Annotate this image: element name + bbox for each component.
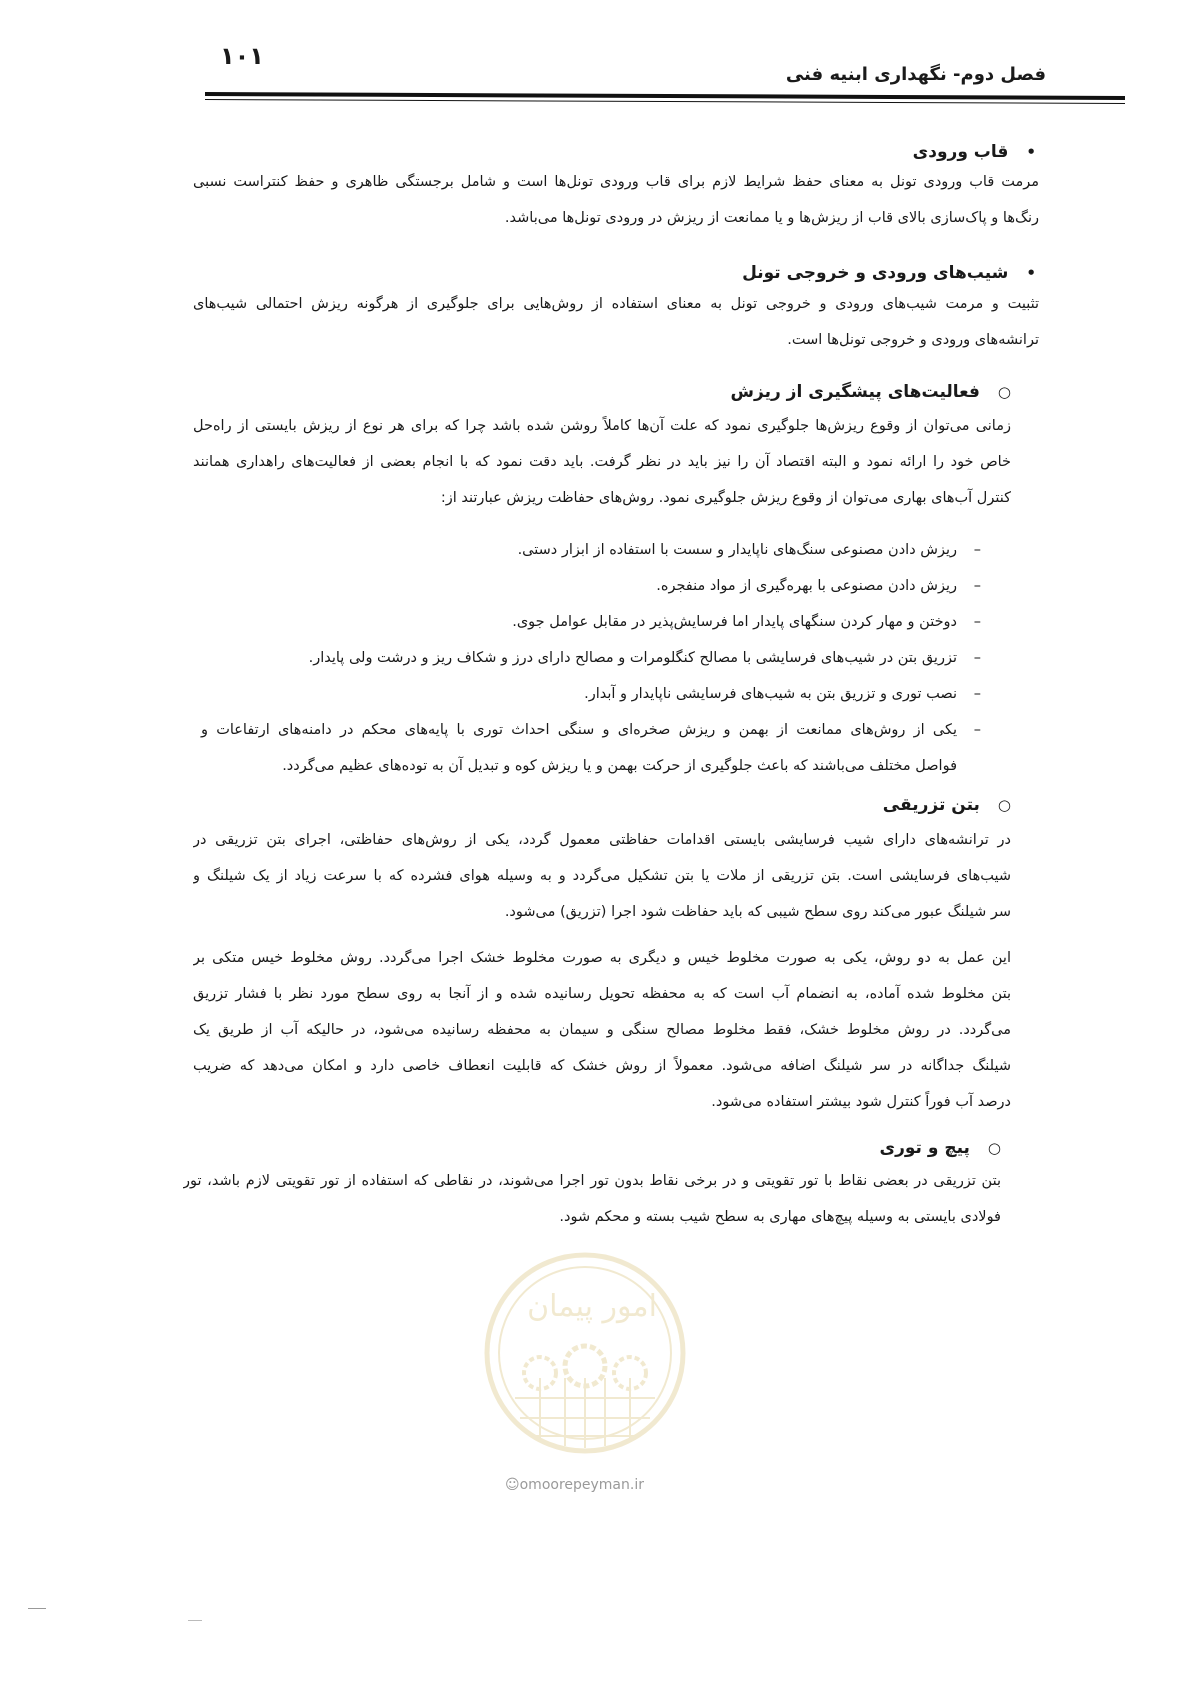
text-line: کنترل آب‌های بهاری می‌توان از وقوع ریزش جلوگیری نمود. روش‌های حفاظت ریزش عبارتند از: [440, 490, 1011, 506]
text-line: می‌گردد. در روش مخلوط خشک، فقط مخلوط مصالح سنگی و سیمان به محفظه رسانیده می‌شود، در حالیکه آب از طریق یک [193, 1022, 1011, 1038]
dash-marker: – [973, 650, 981, 666]
text-line: شیلنگ جداگانه در سر شیلنگ اضافه می‌شود. معمولاً از روش خشک که قابلیت انعطاف خاصی دارد و امکان می‌دهد که ضریب [193, 1058, 1011, 1074]
heading-text: بتن تزریقی [882, 795, 980, 815]
text-line: سر شیلنگ عبور می‌کند روی سطح شیبی که باید حفاظت شود اجرا (تزریق) می‌شود. [504, 904, 1011, 920]
list-item: – ریزش دادن مصنوعی سنگ‌های ناپایدار و سست با استفاده از ابزار دستی. [201, 532, 981, 568]
text-line: خاص خود را ارائه نمود و البته اقتصاد آن را نیز باید در نظر گرفت. باید دقت نمود که با انجام بعضی از فعالیت‌های راهداری همانند [193, 454, 1011, 470]
dash-marker: – [973, 722, 981, 738]
text-line: رنگ‌ها و پاک‌سازی بالای قاب از ریزش‌ها و یا ممانعت از ریزش در ورودی تونل‌ها می‌باشد. [504, 210, 1039, 226]
heading-text: قاب ورودی [912, 142, 1009, 162]
paragraph [193, 408, 1011, 516]
dash-marker: – [973, 614, 981, 630]
text-line: درصد آب فوراً کنترل شود بیشتر استفاده می‌شود. [711, 1094, 1011, 1110]
text-line: ترانشه‌های ورودی و خروجی تونل‌ها است. [787, 332, 1039, 348]
text-line: بتن مخلوط شده آماده، به انضمام آب است که به محفظه تحویل رسانیده شده و از آنجا به روی سطح مورد نظر با فشار تزریق [193, 986, 1011, 1002]
page-number: ۱۰۱ [220, 42, 264, 70]
watermark-url: ☺omoorepeyman.ir [505, 1477, 644, 1493]
text-line: فولادی بایستی به وسیله پیچ‌های مهاری به سطح شیب بسته و محکم شود. [559, 1209, 1001, 1225]
text-line: زمانی می‌توان از وقوع ریزش‌ها جلوگیری نمود که علت آن‌ها کاملاً روشن شده باشد چرا که برای هر نوع از ریزش بایستی از راه‌حل [193, 418, 1011, 434]
dash-marker: – [973, 578, 981, 594]
scan-artifact [188, 1620, 202, 1621]
section-heading [883, 795, 1011, 815]
section-heading [742, 263, 1036, 283]
watermark-logo [480, 1248, 690, 1458]
list-item [201, 712, 981, 784]
text-line: تثبیت و مرمت شیب‌های ورودی و خروجی تونل به معنای استفاده از روش‌هایی برای جلوگیری از هرگونه ریزش احتمالی شیب‌های [193, 296, 1039, 312]
text-line: شیب‌های فرسایشی است. بتن تزریقی از ملات یا بتن تشکیل می‌گردد و به وسیله هوای فشرده که با سرعت زیاد از یک شیلنگ و [193, 868, 1011, 884]
chapter-title: فصل دوم- نگهداری ابنیه فنی [785, 64, 1046, 85]
list-item: – دوختن و مهار کردن سنگهای پایدار اما فرسایش‌پذیر در مقابل عوامل جوی. [201, 604, 981, 640]
bullet-marker: • [1026, 143, 1036, 161]
text-line: مرمت قاب ورودی تونل به معنای حفظ شرایط لازم برای قاب ورودی تونل‌ها است و شامل برجستگی ظاهری و حفظ کنتراست نسبی [193, 174, 1039, 190]
watermark-logo-text: امور پیمان [527, 1289, 657, 1324]
text-line: این عمل به دو روش، یکی به صورت مخلوط خیس و دیگری به صورت مخلوط خشک اجرا می‌گردد. روش مخلوط خیس متکی بر [193, 950, 1011, 966]
section-heading [880, 1138, 1001, 1158]
paragraph [193, 164, 1039, 236]
heading-text: شیب‌های ورودی و خروجی تونل [742, 263, 1009, 283]
text-line: بتن تزریقی در بعضی نقاط با تور تقویتی و در برخی نقاط بدون تور اجرا می‌شوند، در نقاطی که استفاده از تور تقویتی لازم باشد، تور [183, 1173, 1001, 1189]
list-item: – نصب توری و تزریق بتن به شیب‌های فرسایشی ناپایدار و آبدار. [201, 676, 981, 712]
scan-artifact [28, 1608, 46, 1609]
section-heading [913, 142, 1036, 162]
dash-marker: – [973, 686, 981, 702]
heading-text: پیچ و توری [879, 1138, 970, 1158]
heading-text: فعالیت‌های پیشگیری از ریزش [730, 382, 980, 402]
method-list [201, 532, 981, 784]
paragraph [183, 1163, 1001, 1235]
text-line: فواصل مختلف می‌باشند که باعث جلوگیری از حرکت بهمن و یا ریزش کوه و تبدیل آن به توده‌های عظیم می‌گردد. [282, 758, 957, 774]
bullet-marker: • [1026, 264, 1036, 282]
text-line: یکی از روش‌های ممانعت از بهمن و ریزش صخره‌ای و سنگی احداث توری با پایه‌های محکم در دامنه‌های ارتفاعات و [201, 722, 957, 738]
list-item: – تزریق بتن در شیب‌های فرسایشی با مصالح کنگلومرات و مصالح دارای درز و شکاف ریز و درشت ولی پایدار. [201, 640, 981, 676]
paragraph [193, 940, 1011, 1120]
list-item: – ریزش دادن مصنوعی با بهره‌گیری از مواد منفجره. [201, 568, 981, 604]
section-heading [731, 382, 1011, 402]
paragraph [193, 822, 1011, 930]
paragraph [193, 286, 1039, 358]
circle-marker: ○ [987, 1139, 1001, 1157]
circle-marker: ○ [997, 383, 1011, 401]
text-line: در ترانشه‌های دارای شیب فرسایشی بایستی اقدامات حفاظتی معمول گردد، یکی از روش‌های حفاظتی، اجرای بتن تزریقی در [193, 832, 1011, 848]
dash-marker: – [973, 542, 981, 558]
circle-marker: ○ [997, 796, 1011, 814]
